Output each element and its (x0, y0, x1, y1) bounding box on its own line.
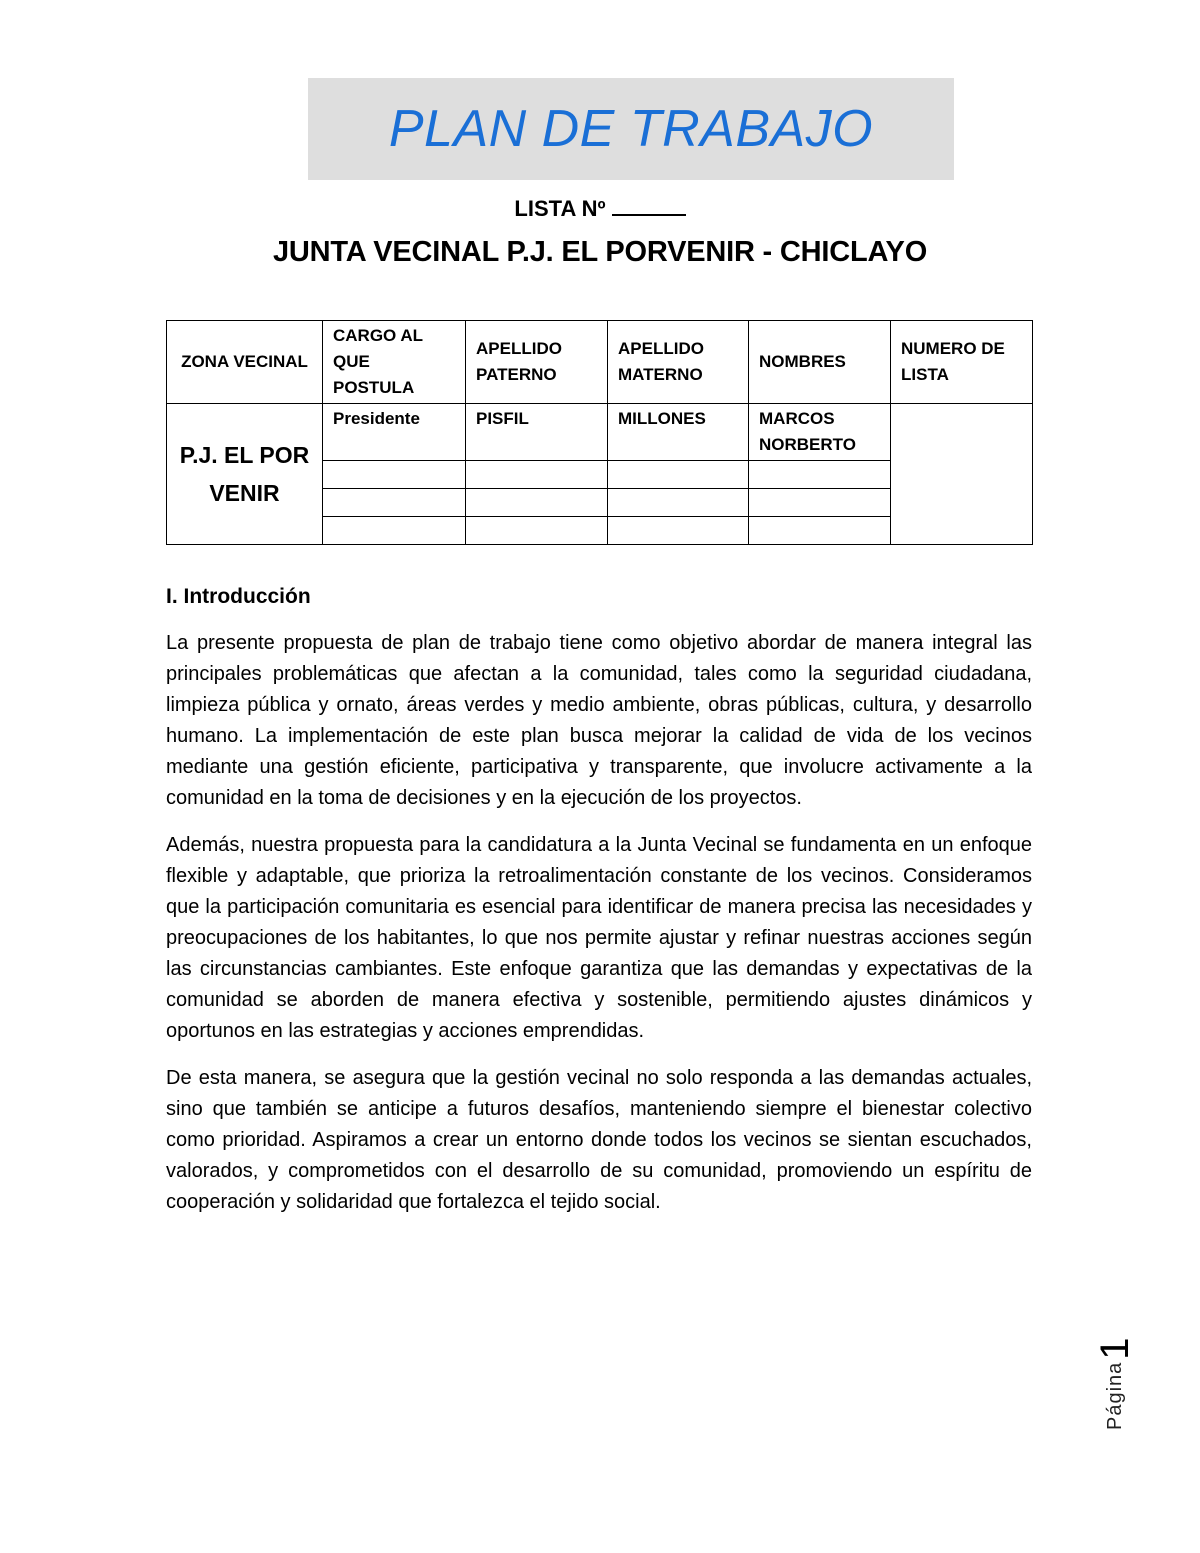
lista-blank-field (612, 196, 686, 216)
page-number: 1 (1092, 1337, 1137, 1360)
lista-label: LISTA Nº (514, 196, 606, 221)
title-banner (308, 78, 954, 180)
empty-cell (608, 489, 749, 517)
cargo-cell: Presidente (323, 404, 466, 461)
empty-cell (466, 517, 608, 545)
paragraph: De esta manera, se asegura que la gestión vecinal no solo responda a las demandas actuales, sino que también se anticipe a futuros desafíos, manteniendo siempre el bienestar colectivo como prioridad. Aspiramos a crear un entorno donde todos los vecinos se sientan escuchados, valorados, y comprometidos con el desarrollo de su comunidad, promoviendo un espíritu de cooperación y solidaridad que fortalezca el tejido social. (166, 1067, 1032, 1213)
empty-cell (749, 461, 891, 489)
empty-cell (608, 461, 749, 489)
table-header-row (167, 321, 1033, 404)
introduction-section (166, 580, 1032, 1234)
numero-lista-cell (891, 404, 1033, 545)
page-label: Página (1103, 1361, 1126, 1430)
column-header: APELLIDO MATERNO (608, 321, 749, 404)
zone-cell: P.J. EL PORVENIR (167, 404, 323, 545)
document-subtitle: JUNTA VECINAL P.J. EL PORVENIR - CHICLAYO (272, 236, 928, 268)
empty-cell (323, 517, 466, 545)
section-heading: I. Introducción (166, 585, 311, 608)
document-title: PLAN DE TRABAJO (388, 100, 874, 158)
page-number-footer (1090, 1290, 1140, 1430)
paterno-cell: PISFIL (466, 404, 608, 461)
empty-cell (466, 489, 608, 517)
empty-cell (749, 489, 891, 517)
column-header: NOMBRES (749, 321, 891, 404)
column-header: APELLIDO PATERNO (466, 321, 608, 404)
empty-cell (608, 517, 749, 545)
table-row (167, 404, 1033, 461)
empty-cell (749, 517, 891, 545)
empty-cell (323, 489, 466, 517)
paragraph: Además, nuestra propuesta para la candidatura a la Junta Vecinal se fundamenta en un enfoque flexible y adaptable, que prioriza la retroalimentación constante de los vecinos. Consideramos que la participación comunitaria es esencial para identificar de manera precisa las necesidades y preocupaciones de los habitantes, lo que nos permite ajustar y refinar nuestras acciones según las circunstancias cambiantes. Este enfoque garantiza que las demandas y expectativas de la comunidad se aborden de manera efectiva y sostenible, permitiendo ajustes dinámicos y oportunos en las estrategias y acciones emprendidas. (166, 834, 1032, 1042)
nombres-cell: MARCOS NORBERTO (749, 404, 891, 461)
empty-cell (466, 461, 608, 489)
column-header: CARGO AL QUE POSTULA (323, 321, 466, 404)
column-header: NUMERO DE LISTA (891, 321, 1033, 404)
column-header: ZONA VECINAL (167, 321, 323, 404)
empty-cell (323, 461, 466, 489)
lista-number-line (0, 196, 1200, 222)
materno-cell: MILLONES (608, 404, 749, 461)
paragraph: La presente propuesta de plan de trabajo tiene como objetivo abordar de manera integral las principales problemáticas que afectan a la comunidad, tales como la seguridad ciudadana, limpieza pública y ornato, áreas verdes y medio ambiente, obras públicas, cultura, y desarrollo humano. La implementación de este plan busca mejorar la calidad de vida de los vecinos mediante una gestión eficiente, participativa y transparente, que involucre activamente a la comunidad en la toma de decisiones y en la ejecución de los proyectos. (166, 632, 1032, 809)
candidates-table (166, 320, 1033, 545)
